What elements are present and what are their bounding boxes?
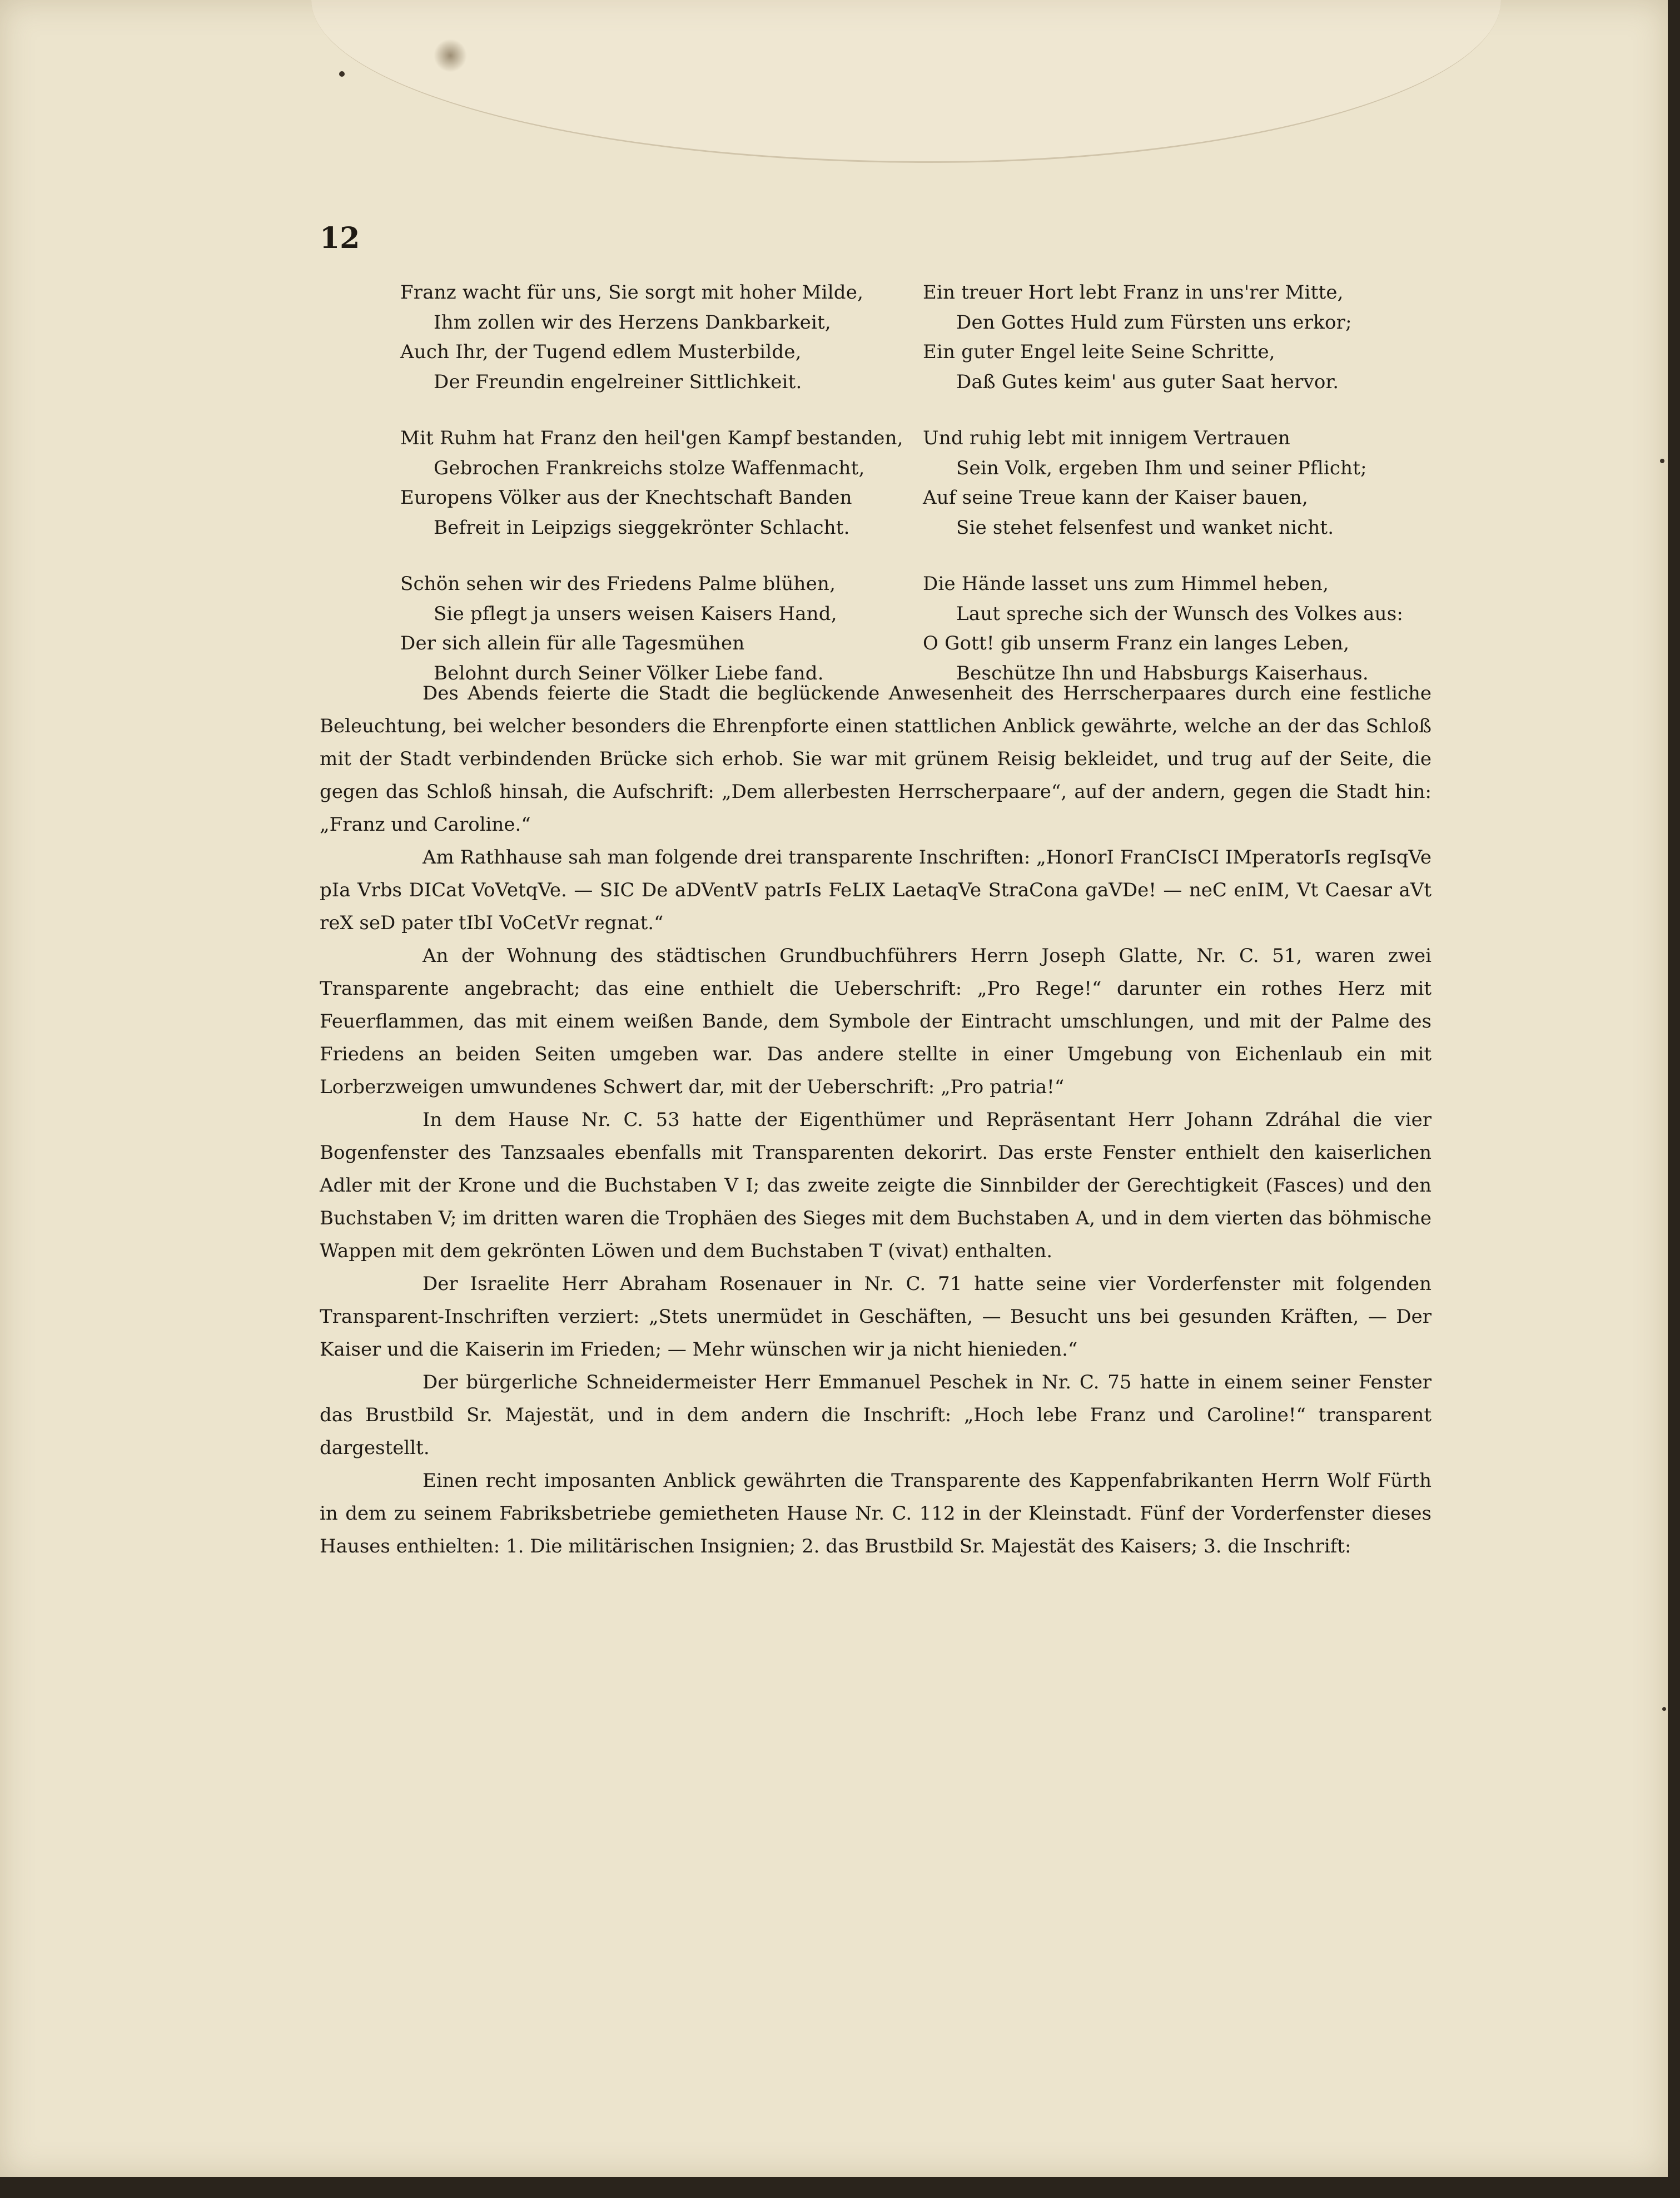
- prose-body: [320, 677, 1432, 1563]
- verse-line: Befreit in Leipzigs sieggekrönter Schlacht.: [434, 516, 850, 539]
- paragraph: Des Abends feierte die Stadt die beglückende Anwesenheit des Herrscherpaares durch eine festliche Beleuchtung, bei welcher besonders die Ehrenpforte einen stattlichen Anblick gewährte, welche an der das Schloß mit der Stadt verbindenden Brücke sich erhob. Sie war mit grünem Reisig bekleidet, und trug auf der Seite, die gegen das Schloß hinsah, die Aufschrift: „Dem allerbesten Herrscherpaare“, auf der andern, gegen die Stadt hin: „Franz und Caroline.“: [320, 682, 1432, 836]
- verse-line: Schön sehen wir des Friedens Palme blühen,: [400, 573, 836, 595]
- stanza: [923, 278, 1423, 397]
- poem-left-column: [400, 278, 923, 715]
- stanza: [923, 424, 1423, 543]
- verse-line: Laut spreche sich der Wunsch des Volkes aus:: [956, 602, 1404, 625]
- poem-right-column: [923, 278, 1423, 715]
- verse-line: Europens Völker aus der Knechtschaft Banden: [400, 487, 852, 509]
- stanza: [400, 424, 923, 543]
- verse-line: Auf seine Treue kann der Kaiser bauen,: [923, 487, 1308, 509]
- paper-stain: [434, 39, 467, 72]
- paragraph: An der Wohnung des städtischen Grundbuchführers Herrn Joseph Glatte, Nr. C. 51, waren zwei Transparente angebracht; das eine enthielt die Ueberschrift: „Pro Rege!“ darunter ein rothes Herz mit Feuerflammen, das mit einem weißen Bande, dem Symbole der Eintracht umschlungen, und mit der Palme des Friedens an beiden Seiten umgeben war. Das andere stellte in einer Umgebung von Eichenlaub ein mit Lorberzweigen umwundenes Schwert dar, mit der Ueberschrift: „Pro patria!“: [320, 945, 1432, 1098]
- verse-line: Ihm zollen wir des Herzens Dankbarkeit,: [434, 311, 831, 334]
- verse-line: Gebrochen Frankreichs stolze Waffenmacht,: [434, 457, 865, 479]
- paper-speck: [339, 71, 345, 77]
- verse-line: Mit Ruhm hat Franz den heil'gen Kampf bestanden,: [400, 427, 903, 449]
- paragraph: Einen recht imposanten Anblick gewährten die Transparente des Kappenfabrikanten Herrn Wolf Fürth in dem zu seinem Fabriksbetriebe gemietheten Hause Nr. C. 112 in der Kleinstadt. Fünf der Vorderfenster dieses Hauses enthielten: 1. Die militärischen Insignien; 2. das Brustbild Sr. Majestät des Kaisers; 3. die Inschrift:: [320, 1470, 1432, 1557]
- paragraph: Am Rathhause sah man folgende drei transparente Inschriften: „HonorI FranCIsCI IMperatorIs regIsqVe pIa Vrbs DICat VoVetqVe. — SIC De aDVentV patrIs FeLIX LaetaqVe StraCona gaVDe! — neC enIM, Vt Caesar aVt reX seD pater tIbI VoCetVr regnat.“: [320, 846, 1432, 934]
- verse-line: Der sich allein für alle Tagesmühen: [400, 632, 745, 654]
- verse-line: Auch Ihr, der Tugend edlem Musterbilde,: [400, 341, 802, 363]
- verse-line: Belohnt durch Seiner Völker Liebe fand.: [434, 662, 824, 684]
- stanza: [923, 569, 1423, 688]
- verse-line: Beschütze Ihn und Habsburgs Kaiserhaus.: [956, 662, 1369, 684]
- paragraph: Der Israelite Herr Abraham Rosenauer in Nr. C. 71 hatte seine vier Vorderfenster mit folgenden Transparent-Inschriften verziert: „Stets unermüdet in Geschäften, — Besucht uns bei gesunden Kräften, — Der Kaiser und die Kaiserin im Frieden; — Mehr wünschen wir ja nicht hienieden.“: [320, 1273, 1432, 1361]
- verse-line: Der Freundin engelreiner Sittlichkeit.: [434, 370, 802, 393]
- verse-line: Daß Gutes keim' aus guter Saat hervor.: [956, 370, 1339, 393]
- stanza: [400, 569, 923, 688]
- verse-line: O Gott! gib unserm Franz ein langes Leben,: [923, 632, 1350, 654]
- verse-line: Den Gottes Huld zum Fürsten uns erkor;: [956, 311, 1352, 334]
- page-number: 12: [320, 221, 360, 255]
- paper-speck: [1660, 459, 1664, 463]
- verse-line: Franz wacht für uns, Sie sorgt mit hoher Milde,: [400, 281, 864, 304]
- paragraph: Der bürgerliche Schneidermeister Herr Emmanuel Peschek in Nr. C. 75 hatte in einem seiner Fenster das Brustbild Sr. Majestät, und in dem andern die Inschrift: „Hoch lebe Franz und Caroline!“ transparent dargestellt.: [320, 1371, 1432, 1459]
- verse-line: Ein treuer Hort lebt Franz in uns'rer Mitte,: [923, 281, 1344, 304]
- paper-fold-crease: [311, 0, 1501, 163]
- paper-speck: [1662, 1707, 1666, 1711]
- verse-line: Sie stehet felsenfest und wanket nicht.: [956, 516, 1334, 539]
- verse-line: Und ruhig lebt mit innigem Vertrauen: [923, 427, 1291, 449]
- stanza: [400, 278, 923, 397]
- verse-line: Ein guter Engel leite Seine Schritte,: [923, 341, 1275, 363]
- verse-line: Sein Volk, ergeben Ihm und seiner Pflicht;: [956, 457, 1367, 479]
- poem: [400, 278, 1423, 715]
- verse-line: Sie pflegt ja unsers weisen Kaisers Hand,: [434, 602, 837, 625]
- paragraph: In dem Hause Nr. C. 53 hatte der Eigenthümer und Repräsentant Herr Johann Zdráhal die vier Bogenfenster des Tanzsaales ebenfalls mit Transparenten dekorirt. Das erste Fenster enthielt den kaiserlichen Adler mit der Krone und die Buchstaben V I; das zweite zeigte die Sinnbilder der Gerechtigkeit (Fasces) und den Buchstaben V; im dritten waren die Trophäen des Sieges mit dem Buchstaben A, und in dem vierten das böhmische Wappen mit dem gekrönten Löwen und dem Buchstaben T (vivat) enthalten.: [320, 1109, 1432, 1262]
- verse-line: Die Hände lasset uns zum Himmel heben,: [923, 573, 1329, 595]
